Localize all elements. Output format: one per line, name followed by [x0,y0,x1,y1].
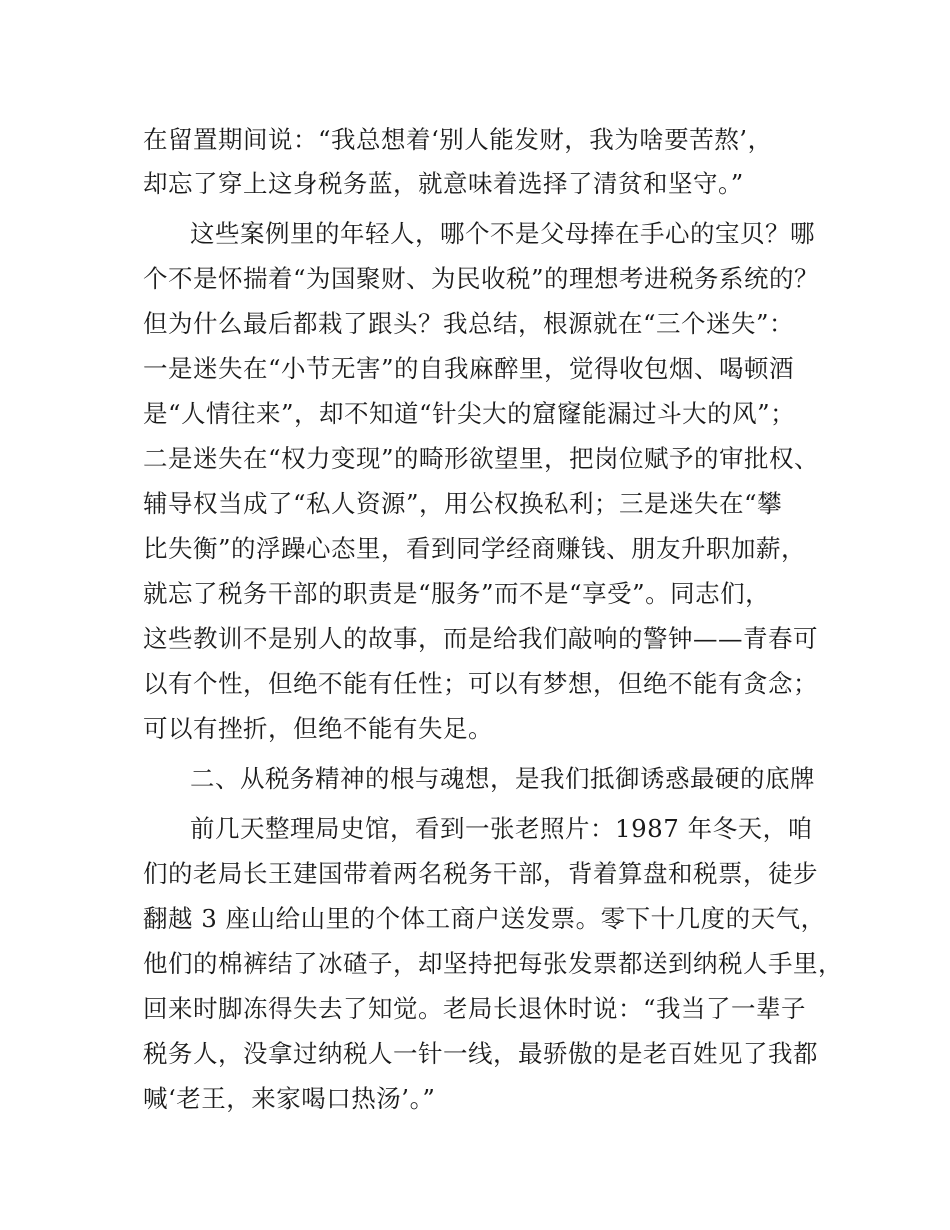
section-heading: 二、从税务精神的根与魂想，是我们抵御诱惑最硬的底牌 [190,764,815,793]
text-line: 就忘了税务干部的职责是“服务”而不是“享受”。同志们， [143,579,771,608]
text-line: 他们的棉裤结了冰碴子，却坚持把每张发票都送到纳税人手里， [143,949,843,978]
text-line: 喊‘老王，来家喝口热汤’。” [143,1084,436,1113]
text-line: 可以有挫折，但绝不能有失足。 [143,714,493,743]
text-line: 在留置期间说：“我总想着‘别人能发财，我为啥要苦熬’， [143,125,773,154]
text-line: 这些教训不是别人的故事，而是给我们敲响的警钟——青春可 [143,624,818,653]
text-line: 们的老局长王建国带着两名税务干部，背着算盘和税票，徒步 [143,859,818,888]
text-line: 辅导权当成了“私人资源”，用公权换私利；三是迷失在“攀 [143,489,783,518]
paragraph-first-line: 前几天整理局史馆，看到一张老照片：1987 年冬天，咱 [190,814,813,843]
text-line: 以有个性，但绝不能有任性；可以有梦想，但绝不能有贪念； [143,669,818,698]
text-line: 回来时脚冻得失去了知觉。老局长退休时说：“我当了一辈子 [143,994,807,1023]
text-line: 却忘了穿上这身税务蓝，就意味着选择了清贫和坚守。” [143,169,744,198]
text-line: 但为什么最后都栽了跟头？我总结，根源就在“三个迷失”： [143,309,795,338]
text-line: 比失衡”的浮躁心态里，看到同学经商赚钱、朋友升职加薪， [143,534,807,563]
text-line: 二是迷失在“权力变现”的畸形欲望里，把岗位赋予的审批权、 [143,444,820,473]
text-line: 翻越 3 座山给山里的个体工商户送发票。零下十几度的天气， [143,904,826,933]
paragraph-first-line: 这些案例里的年轻人，哪个不是父母捧在手心的宝贝？哪 [190,219,815,248]
text-line: 是“人情往来”，却不知道“针尖大的窟窿能漏过斗大的风”； [143,399,796,428]
text-line: 税务人，没拿过纳税人一针一线，最骄傲的是老百姓见了我都 [143,1039,818,1068]
text-line: 个不是怀揣着“为国聚财、为民收税”的理想考进税务系统的？ [143,264,820,293]
text-line: 一是迷失在“小节无害”的自我麻醉里，觉得收包烟、喝顿酒 [143,354,795,383]
